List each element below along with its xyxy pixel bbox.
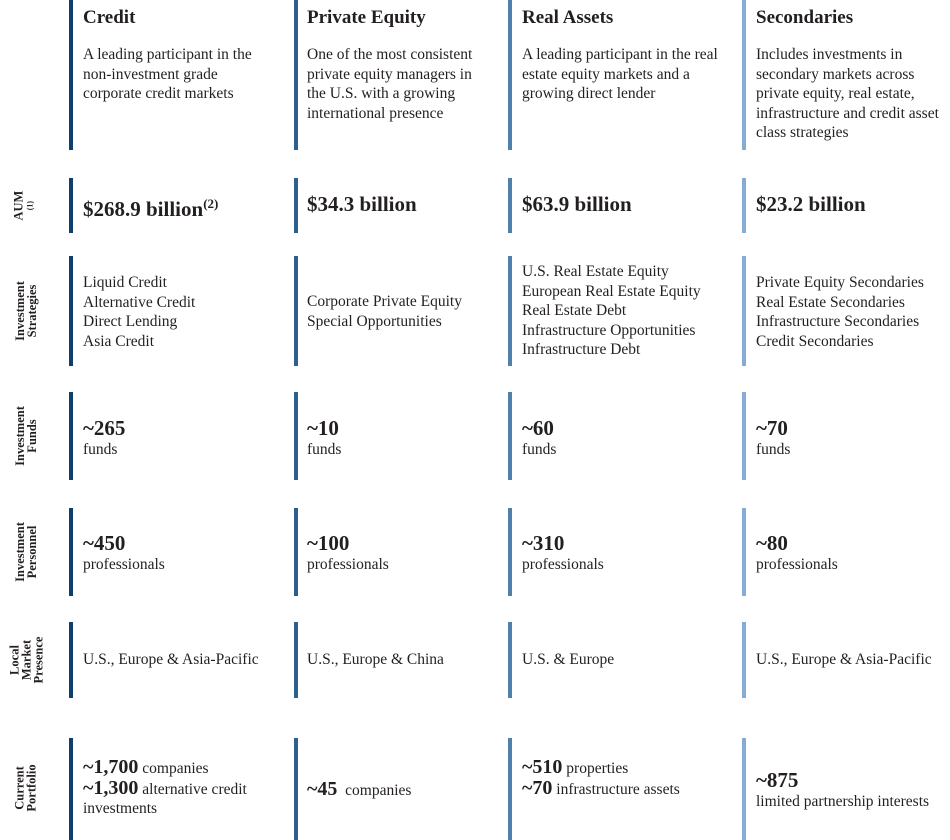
sec-aum: $23.2 billion (756, 192, 866, 216)
sec-bar-presence (742, 622, 746, 698)
credit-bar-funds (69, 392, 73, 480)
strategy-item: Infrastructure Secondaries (756, 313, 920, 330)
pe-bar-strategies (294, 256, 298, 366)
ra-bar-personnel (508, 508, 512, 596)
ra-personnel: ~310 professionals (522, 531, 604, 573)
credit-funds: ~265 funds (83, 416, 126, 458)
sec-bar-funds (742, 392, 746, 480)
strategy-item: Special Opportunities (307, 312, 442, 330)
pe-funds: ~10 funds (307, 416, 342, 458)
ra-bar-presence (508, 622, 512, 698)
sec-portfolio: ~875 limited partnership interests (756, 768, 930, 810)
strategy-item: Liquid Credit (83, 274, 167, 291)
pe-personnel: ~100 professionals (307, 531, 389, 573)
sec-bar-aum (742, 178, 746, 233)
credit-title: Credit (83, 7, 136, 28)
credit-strategies (83, 273, 195, 351)
credit-presence: U.S., Europe & Asia-Pacific (83, 651, 259, 668)
credit-header (83, 7, 252, 104)
row-label-local-market-presence: Local Market Presence (7, 636, 45, 684)
strategy-item: U.S. Real Estate Equity (522, 263, 669, 280)
ra-description: A leading participant in the real estate equity markets and a growing direct lender (522, 46, 718, 102)
pe-bar-header (294, 0, 298, 150)
ra-bar-header (508, 0, 512, 150)
credit-description: A leading participant in the non-investment grade corporate credit markets (83, 46, 252, 102)
row-label-investment-personnel: Investment Personnel (13, 522, 39, 582)
pe-description: One of the most consistent private equity managers in the U.S. with a growing international presence (307, 46, 473, 122)
pe-bar-portfolio (294, 738, 298, 840)
sec-personnel: ~80 professionals (756, 531, 838, 573)
pe-bar-personnel (294, 508, 298, 596)
sec-description: Includes investments in secondary markets across private equity, real estate, infrastructure and credit asset class strategies (756, 46, 939, 141)
credit-aum: $268.9 billion$^{(2)}$ (83, 196, 219, 221)
pe-bar-funds (294, 392, 298, 480)
credit-bar-strategies (69, 256, 73, 366)
credit-bar-aum (69, 178, 73, 233)
ra-strategies (522, 262, 701, 360)
strategy-item: Private Equity Secondaries (756, 274, 924, 291)
strategy-item: Corporate Private Equity (307, 293, 462, 310)
sec-strategies (756, 273, 924, 351)
row-label-current-portfolio: Current Portfolio (13, 764, 39, 812)
strategy-item: Infrastructure Opportunities (522, 321, 696, 339)
strategy-item: Direct Lending (83, 313, 178, 330)
ra-funds: ~60 funds (522, 416, 557, 458)
sec-bar-header (742, 0, 746, 150)
row-label-investment-strategies: Investment Strategies (13, 281, 39, 341)
credit-bar-presence (69, 622, 73, 698)
sec-title: Secondaries (756, 7, 854, 28)
sec-presence: U.S., Europe & Asia-Pacific (756, 651, 932, 668)
ra-bar-strategies (508, 256, 512, 366)
ra-bar-funds (508, 392, 512, 480)
sec-funds: ~70 funds (756, 416, 791, 458)
credit-aum-footnote: (2) (203, 196, 219, 211)
ra-title: Real Assets (522, 7, 614, 28)
ra-bar-portfolio (508, 738, 512, 840)
pe-header (307, 7, 472, 123)
ra-portfolio: ~510 properties ~70 infrastructure assets (522, 756, 680, 799)
credit-bar-personnel (69, 508, 73, 596)
pe-strategies (307, 292, 462, 331)
row-label-aum: AUM $^{(1)}$ (11, 190, 35, 221)
pe-portfolio: ~45 companies (307, 778, 412, 800)
ra-aum: $63.9 billion (522, 192, 632, 216)
credit-portfolio: ~1,700 companies ~1,300 alternative credit investments (83, 756, 247, 817)
pe-aum: $34.3 billion (307, 192, 417, 216)
credit-bar-header (69, 0, 73, 150)
pe-bar-presence (294, 622, 298, 698)
pe-title: Private Equity (307, 7, 426, 28)
strategy-item: Asia Credit (83, 332, 155, 350)
strategy-item: Alternative Credit (83, 293, 196, 311)
credit-bar-portfolio (69, 738, 73, 840)
ra-bar-aum (508, 178, 512, 233)
strategy-item: Credit Secondaries (756, 332, 874, 350)
row-label-investment-funds: Investment Funds (13, 406, 39, 466)
pe-bar-aum (294, 178, 298, 233)
credit-personnel: ~450 professionals (83, 531, 165, 573)
strategy-item: Real Estate Secondaries (756, 293, 905, 311)
strategy-item: Infrastructure Debt (522, 341, 641, 358)
strategy-item: Real Estate Debt (522, 302, 627, 319)
pe-presence: U.S., Europe & China (307, 651, 444, 668)
sec-bar-personnel (742, 508, 746, 596)
ra-presence: U.S. & Europe (522, 651, 615, 668)
ra-header (522, 7, 718, 104)
sec-bar-portfolio (742, 738, 746, 840)
sec-bar-strategies (742, 256, 746, 366)
sec-header (756, 7, 939, 143)
strategy-item: European Real Estate Equity (522, 282, 701, 300)
